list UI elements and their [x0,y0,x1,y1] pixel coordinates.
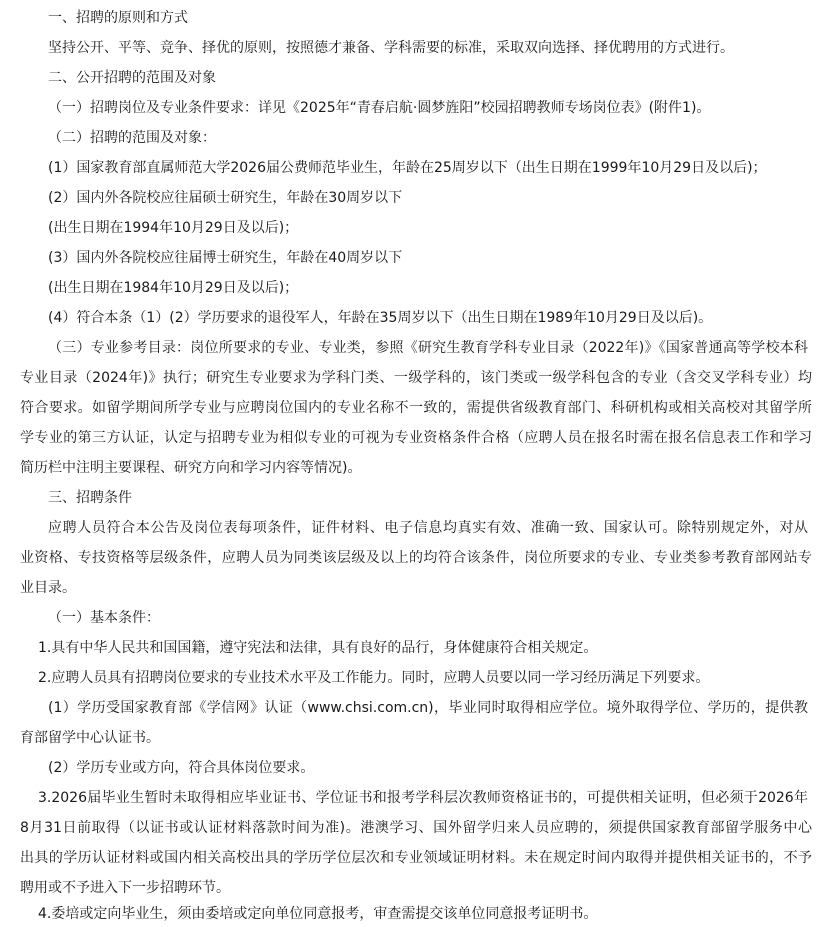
paragraph-line: 8月31日前取得（以证书或认证材料落款时间为准)。港澳学习、国外留学归来人员应聘的，须提供国家教育部留学服务中心 [20,820,812,836]
section-heading-3: 三、招聘条件 [48,490,132,506]
paragraph-line: 业目录。 [20,580,76,596]
paragraph-line: 坚持公开、平等、竞争、择优的原则，按照德才兼备、学科需要的标准，采取双向选择、择优聘用的方式进行。 [48,40,734,56]
paragraph-line: （三）专业参考目录：岗位所要求的专业、专业类，参照《研究生教育学科专业目录（2022年)》《国家普通高等学校本科 [48,340,808,356]
paragraph-line: (出生日期在1994年10月29日及以后)； [48,220,299,236]
paragraph-line: (2）学历专业或方向，符合具体岗位要求。 [48,760,315,776]
paragraph-line: 2.应聘人员具有招聘岗位要求的专业技术水平及工作能力。同时，应聘人员要以同一学习经历满足下列要求。 [38,670,710,686]
paragraph-line: （一）招聘岗位及专业条件要求：详见《2025年“青春启航·圆梦旌阳”校园招聘教师专场岗位表》(附件1)。 [48,100,711,116]
paragraph-line: 简历栏中注明主要课程、研究方向和学习内容等情况)。 [20,460,362,476]
paragraph-line: (2）国内外各院校应往届硕士研究生，年龄在30周岁以下 [48,190,403,206]
paragraph-line: 业资格、专技资格等层级条件，应聘人员为同类该层级及以上的均符合该条件，岗位所要求的专业、专业类参考教育部网站专 [20,550,812,566]
paragraph-line: 专业目录（2024年)》执行；研究生专业要求为学科门类、一级学科的，该门类或一级学科包含的专业（含交叉学科专业）均 [20,370,812,386]
paragraph-line: (3）国内外各院校应往届博士研究生，年龄在40周岁以下 [48,250,403,266]
paragraph-line: 聘用或不予进入下一步招聘环节。 [20,880,230,896]
section-heading-1: 一、招聘的原则和方式 [48,10,188,26]
subsection-heading: （一）基本条件： [48,610,160,626]
paragraph-line: (4）符合本条（1）(2）学历要求的退役军人，年龄在35周岁以下（出生日期在1989年10月29日及以后)。 [48,310,713,326]
paragraph-line: 应聘人员符合本公告及岗位表每项条件，证件材料、电子信息均真实有效、准确一致、国家认可。除特别规定外，对从 [48,520,808,536]
paragraph-line: 学专业的第三方认证，认定与招聘专业为相似专业的可视为专业资格条件合格（应聘人员在报名时需在报名信息表工作和学习 [20,430,812,446]
paragraph-line: 育部留学中心认证书。 [20,730,160,746]
paragraph-line: 出具的学历认证材料或国内相关高校出具的学历学位层次和专业领域证明材料。未在规定时间内取得并提供相关证书的，不予 [20,850,812,866]
paragraph-line: 1.具有中华人民共和国国籍，遵守宪法和法律，具有良好的品行，身体健康符合相关规定。 [38,640,598,656]
paragraph-line: (1）学历受国家教育部《学信网》认证（www.chsi.com.cn)，毕业同时取得相应学位。境外取得学位、学历的，提供教 [48,700,808,716]
subsection-heading: （二）招聘的范围及对象： [48,130,216,146]
paragraph-line: 符合要求。如留学期间所学专业与应聘岗位国内的专业名称不一致的，需提供省级教育部门、科研机构或相关高校对其留学所 [20,400,812,416]
paragraph-line: (1）国家教育部直属师范大学2026届公费师范毕业生，年龄在25周岁以下（出生日期在1999年10月29日及以后)； [48,160,767,176]
paragraph-line: 4.委培或定向毕业生，须由委培或定向单位同意报考，审查需提交该单位同意报考证明书。 [38,906,598,922]
section-heading-2: 二、公开招聘的范围及对象 [48,70,216,86]
paragraph-line: 3.2026届毕业生暂时未取得相应毕业证书、学位证书和报考学科层次教师资格证书的，可提供相关证明，但必须于2026年 [38,790,808,806]
paragraph-line: (出生日期在1984年10月29日及以后)； [48,280,299,296]
